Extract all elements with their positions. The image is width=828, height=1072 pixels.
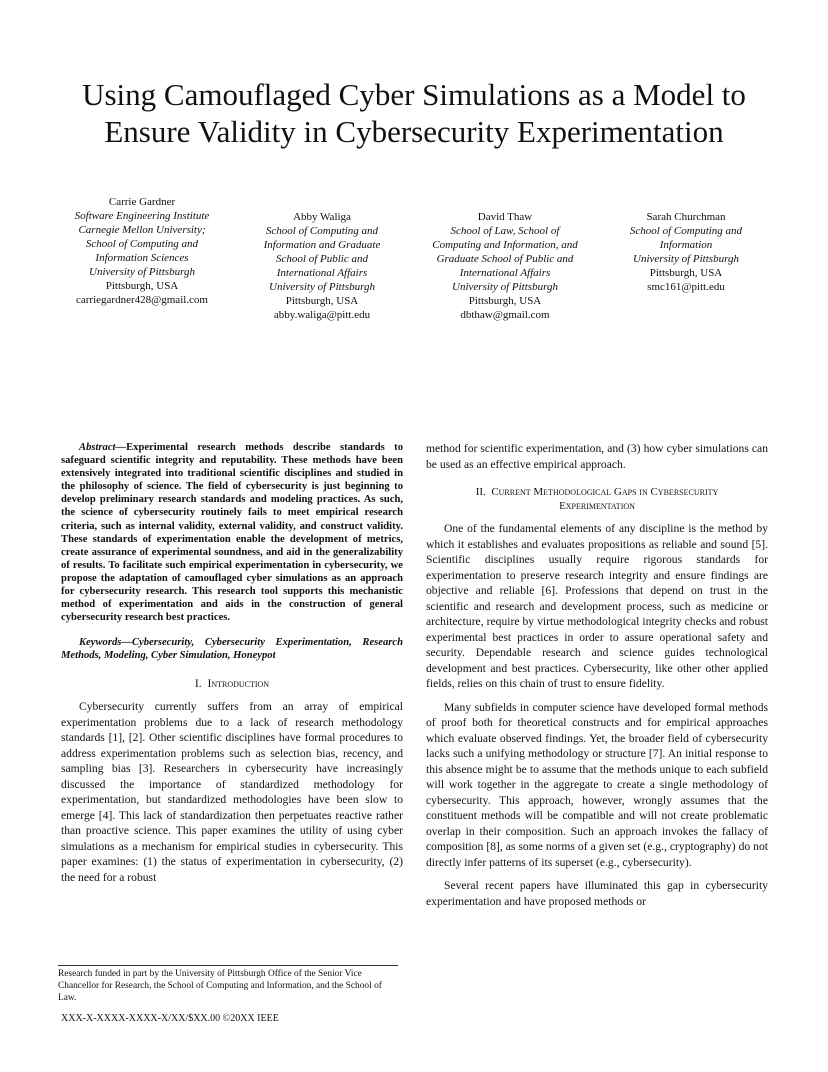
author-affiliation: Information and Graduate: [263, 239, 381, 251]
abstract-text: Experimental research methods describe standards to safeguard scientific integrity and reputability. These methods have been extensively integrated into traditional scientific disciplines and studied in the philosophy of science. The field of cybersecurity is just beginning to develop preliminary research standards and modeling practices. As such, the science of cybersecurity routinely fails to meet empirical research criteria, such as internal validity, external validity, and construct validity. These standards of experimentation enable the development of metrics, create assurance of experimental soundness, and aid in the generalizability of results. To facilitate such empirical experimentation in cybersecurity, we propose the adaptation of camouflaged cyber simulations as an approach for cybersecurity research. This research tool supports this mechanistic method of experimentation and aids in the construction of general cybersecurity research best practices.: [61, 442, 403, 624]
gaps-paragraph-1: One of the fundamental elements of any discipline is the method by which it establishes and evaluates propositions as reliable and sound [5]. Scientific disciplines usually require rigorous standards for experimentation to preserve research integrity and ensure findings are objective and reliable [6]. Professions that depend on trust in the scientific and research and development process, such as medicine or architecture, require by virtue methodological integrity checks and robust experimental best practices in order to assure operational safety and security. Dependable research and science guides technological development and best practices. Cybersecurity, like other other applied fields, relies on this chain of trust to ensure fidelity.: [426, 522, 768, 690]
author-affiliation: Information Sciences: [95, 252, 189, 264]
keywords-text: Cybersecurity, Cybersecurity Experimentation, Research Methods, Modeling, Cyber Simulation, Honeypot: [61, 637, 403, 662]
author-block-4: [600, 210, 772, 294]
author-affiliation: School of Computing and: [629, 225, 743, 237]
author-affiliation: International Affairs: [276, 267, 368, 279]
title-line-2: Ensure Validity in Cybersecurity Experimentation: [104, 114, 724, 149]
section-heading-introduction: [61, 676, 403, 692]
author-block-1: [54, 195, 230, 307]
section-heading-gaps: [426, 485, 768, 513]
author-email: carriegardner428@gmail.com: [76, 294, 208, 306]
section-title: Introduction: [207, 676, 270, 690]
author-affiliation: University of Pittsburgh: [633, 253, 739, 265]
author-affiliation: School of Public and: [276, 253, 368, 265]
section-number: II.: [475, 486, 486, 498]
left-column: [61, 441, 403, 893]
abstract-label: Abstract—: [79, 442, 127, 453]
gaps-paragraph-2: Many subfields in computer science have developed formal methods of proof both for theoretical constructs and for empirical approaches which evaluate observed findings. Yet, the broader field of cybersecurity lacks such a unifying methodology or structure [7]. An initial response to this absence might be to assume that the methods unique to each subfield will work together in the aggregate to create a single methodology of cybersecurity. This approach, however, wrongly assumes that the constituent methods will be compatible and will not create problematic overlap in their composition. Such an approach invokes the fallacy of composition [8], as some norms of a given set (e.g., cryptography) do not directly infer patterns of its superset (e.g., cybersecurity).: [426, 700, 768, 869]
author-name: Sarah Churchman: [646, 211, 726, 223]
author-affiliation: University of Pittsburgh: [89, 266, 195, 278]
title-line-1: Using Camouflaged Cyber Simulations as a Model to: [82, 77, 746, 112]
intro-paragraph-1-continued: method for scientific experimentation, and (3) how cyber simulations can be used as an effective empirical approach.: [426, 442, 768, 471]
section-title-line-2: Experimentation: [559, 500, 635, 512]
author-affiliation: University of Pittsburgh: [269, 281, 375, 293]
abstract: [61, 441, 403, 624]
author-affiliation: Graduate School of Public and: [436, 253, 574, 265]
author-affiliation: International Affairs: [459, 267, 551, 279]
keywords-label: Keywords—: [79, 637, 132, 649]
author-location: Pittsburgh, USA: [649, 267, 723, 279]
author-email: smc161@pitt.edu: [647, 281, 725, 293]
footnote: Research funded in part by the University of Pittsburgh Office of the Senior Vice Chancellor for Research, the School of Computing and Information, and the School of Law.: [58, 969, 382, 1003]
author-affiliation: Carnegie Mellon University;: [78, 224, 206, 236]
author-location: Pittsburgh, USA: [468, 295, 542, 307]
author-block-2: [234, 210, 410, 322]
paper-title: [40, 76, 788, 150]
copyright-line: XXX-X-XXXX-XXXX-X/XX/$XX.00 ©20XX IEEE: [61, 1013, 279, 1024]
author-affiliation: School of Computing and: [265, 225, 379, 237]
footnote-divider: [58, 965, 398, 966]
author-name: David Thaw: [477, 211, 533, 223]
gaps-paragraph-3: Several recent papers have illuminated this gap in cybersecurity experimentation and have proposed methods or: [426, 879, 768, 908]
author-affiliation: School of Computing and: [85, 238, 199, 250]
author-affiliation: School of Law, School of: [450, 225, 560, 237]
section-number: I.: [194, 676, 202, 690]
author-email: abby.waliga@pitt.edu: [273, 309, 371, 321]
keywords: [61, 636, 403, 662]
intro-paragraph-1: Cybersecurity currently suffers from an array of empirical experimentation problems due to a lack of research methodology standards [1], [2]. Other scientific disciplines have formal procedures to address experimentation problems such as selection bias, recency, and sampling bias [3]. Researchers in cybersecurity have increasingly discussed the importance of standardized methodology for experimentation, but standardized methodologies have been slow to emerge [4]. This lack of standardization then perpetuates reactive rather than proactive science. This paper examines the utility of using cyber simulations as a mechanism for empirical studies in cybersecurity. This paper examines: (1) the status of experimentation in cybersecurity, (2) the need for a robust: [61, 700, 403, 884]
author-affiliation: Information: [659, 239, 713, 251]
author-affiliation: Computing and Information, and: [432, 239, 578, 251]
author-name: Carrie Gardner: [108, 196, 176, 208]
author-location: Pittsburgh, USA: [105, 280, 179, 292]
author-email: dbthaw@gmail.com: [460, 309, 550, 321]
author-affiliation: Software Engineering Institute: [74, 210, 210, 222]
author-location: Pittsburgh, USA: [285, 295, 359, 307]
section-title-line-1: Current Methodological Gaps in Cybersecurity: [491, 486, 719, 498]
right-column: [426, 441, 768, 917]
author-name: Abby Waliga: [293, 211, 351, 223]
author-block-3: [412, 210, 598, 322]
author-affiliation: University of Pittsburgh: [452, 281, 558, 293]
